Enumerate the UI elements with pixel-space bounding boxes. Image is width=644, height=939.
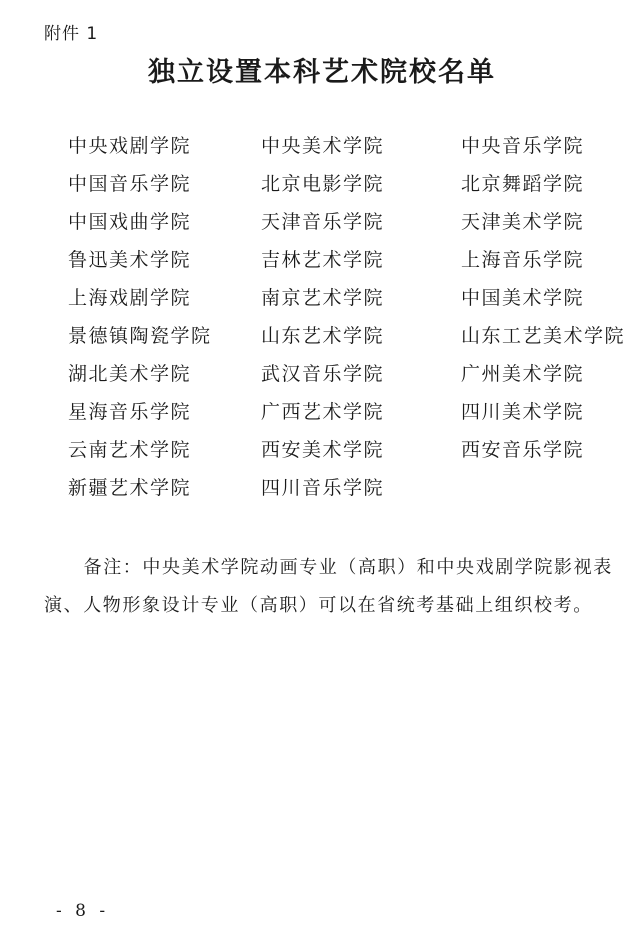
school-name: 云南艺术学院 — [68, 439, 192, 461]
school-name: 山东工艺美术学院 — [461, 325, 626, 347]
school-column-2 — [261, 131, 384, 511]
school-name: 中国音乐学院 — [68, 173, 192, 195]
school-name: 中央美术学院 — [261, 135, 385, 157]
school-name: 新疆艺术学院 — [68, 477, 192, 499]
school-name: 广州美术学院 — [461, 363, 585, 385]
page-number: - 8 - — [56, 901, 110, 921]
school-name: 广西艺术学院 — [261, 401, 385, 423]
school-name: 中央音乐学院 — [461, 135, 585, 157]
school-name: 北京舞蹈学院 — [461, 173, 585, 195]
school-name: 中央戏剧学院 — [68, 135, 192, 157]
school-name: 四川美术学院 — [461, 401, 585, 423]
school-name: 南京艺术学院 — [261, 287, 385, 309]
school-name: 天津美术学院 — [461, 211, 585, 233]
school-name: 武汉音乐学院 — [261, 363, 385, 385]
school-column-3 — [461, 131, 625, 473]
school-name: 山东艺术学院 — [261, 325, 385, 347]
school-name: 景德镇陶瓷学院 — [68, 325, 212, 347]
school-name: 鲁迅美术学院 — [68, 249, 192, 271]
school-column-1 — [68, 131, 212, 511]
school-name: 北京电影学院 — [261, 173, 385, 195]
school-name: 西安音乐学院 — [461, 439, 585, 461]
school-name: 吉林艺术学院 — [261, 249, 385, 271]
document-title: 独立设置本科艺术院校名单 — [148, 57, 496, 88]
school-name: 星海音乐学院 — [68, 401, 192, 423]
school-name: 四川音乐学院 — [261, 477, 385, 499]
school-name: 中国美术学院 — [461, 287, 585, 309]
school-name: 上海音乐学院 — [461, 249, 585, 271]
remark-paragraph: 备注：中央美术学院动画专业（高职）和中央戏剧学院影视表演、人物形象设计专业（高职）可以在省统考基础上组织校考。 — [44, 557, 613, 616]
attachment-label: 附件 1 — [44, 24, 99, 44]
school-name: 上海戏剧学院 — [68, 287, 192, 309]
school-name: 湖北美术学院 — [68, 363, 192, 385]
school-name: 中国戏曲学院 — [68, 211, 192, 233]
school-name: 西安美术学院 — [261, 439, 385, 461]
school-name: 天津音乐学院 — [261, 211, 385, 233]
